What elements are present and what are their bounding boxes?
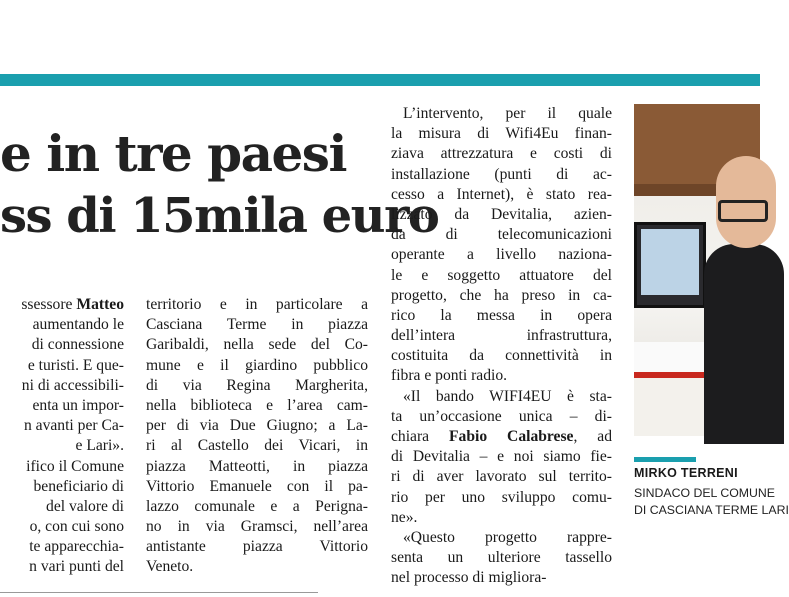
photo-person-body	[704, 244, 784, 444]
caption-name: MIRKO TERRENI	[634, 466, 738, 480]
headline-line-2: ss di 15mila euro	[0, 188, 439, 244]
col2-line: ri al Castello dei Vicari, in	[146, 437, 368, 455]
col1-line: ifico il Comune	[26, 457, 124, 475]
article-column-2	[146, 295, 368, 578]
col2-line: Veneto.	[146, 558, 194, 576]
col3-line: ziava attrezzatura e costi di	[391, 145, 612, 163]
col2-line: piazza Matteotti, in piazza	[146, 457, 368, 475]
col3-line: di Devitalia – e noi siamo fie-	[391, 448, 612, 466]
col1-line: di connessione	[31, 336, 124, 354]
col2-line: di via Regina Margherita,	[146, 376, 368, 394]
col1-line: n vari punti del	[29, 558, 124, 576]
col1-line: ni di accessibili-	[21, 376, 124, 394]
col2-line: no in via Gramsci, nell’area	[146, 518, 368, 536]
article-column-1	[0, 295, 124, 578]
col3-line: chiara Fabio Calabrese, ad	[391, 428, 613, 445]
col3-line: fibra e ponti radio.	[391, 367, 508, 385]
col3-line: ne».	[391, 508, 418, 526]
col1-line: e Lari».	[75, 437, 124, 455]
col3-line: la misura di Wifi4Eu finan-	[391, 125, 612, 143]
col3-line: senta un ulteriore tassello	[391, 549, 612, 567]
col2-line: nella biblioteca e l’area cam-	[146, 396, 368, 414]
caption-role-line-2: DI CASCIANA TERME LARI	[634, 503, 789, 517]
col1-line: e turisti. E que-	[27, 356, 124, 374]
col1-line: del valore di	[46, 497, 124, 515]
col1-line: n avanti per Ca-	[23, 417, 124, 435]
headline-line-1: e in tre paesi	[0, 124, 346, 183]
col2-line: territorio e in particolare a	[146, 296, 368, 313]
col1-line: ssessore Matteo	[21, 296, 124, 313]
article-column-3	[391, 104, 612, 589]
col2-line: per di via Due Giugno; a La-	[146, 417, 368, 435]
section-top-bar	[0, 74, 760, 86]
col3-line: cesso a Internet), è stato rea-	[391, 185, 612, 203]
col1-line: te apparecchia-	[29, 538, 124, 556]
col3-line: ri di aver lavorato sul territo-	[391, 468, 612, 486]
col3-line: rio per uno sviluppo comu-	[391, 488, 612, 506]
col3-line: rico la messa in opera	[391, 306, 612, 324]
col3-line: nel processo di migliora-	[391, 569, 547, 587]
col3-line: operante a livello naziona-	[391, 246, 612, 264]
col3-line: le e soggetto attuatore del	[391, 266, 612, 284]
col3-line: costituita da connettività in	[391, 347, 612, 365]
photo-monitor	[634, 222, 706, 308]
col3-line: installazione (punti di ac-	[391, 165, 612, 183]
caption-accent-bar	[634, 457, 696, 462]
col2-line: Vittorio Emanuele con il pa-	[146, 477, 368, 495]
col3-line: lizzato da Devitalia, azien-	[391, 205, 612, 223]
column-rule	[0, 592, 318, 593]
col1-line: beneficiario di	[33, 477, 124, 495]
col3-line: «Il bando WIFI4EU è sta-	[403, 387, 612, 405]
col3-line: «Questo progetto rappre-	[403, 528, 612, 546]
mayor-photo	[634, 104, 760, 436]
caption-role-line-1: SINDACO DEL COMUNE	[634, 486, 775, 500]
col3-line: ta un’occasione unica – di-	[391, 407, 612, 425]
col1-line: o, con cui sono	[29, 518, 124, 536]
col3-line: da di telecomunicazioni	[391, 226, 612, 244]
col1-line: aumentando le	[32, 316, 124, 334]
col2-line: Casciana Terme in piazza	[146, 316, 368, 334]
col3-line: dell’intera infrastruttura,	[391, 327, 612, 345]
col2-line: Garibaldi, nella sede del Co-	[146, 336, 368, 354]
caption-role	[634, 485, 789, 519]
col1-line: enta un impor-	[32, 396, 124, 414]
col3-line: progetto, che ha preso in ca-	[391, 286, 612, 304]
photo-glasses	[718, 200, 768, 222]
col3-line: L’intervento, per il quale	[403, 105, 612, 122]
col2-line: lazzo comunale e a Perigna-	[146, 497, 368, 515]
col2-line: mune e il giardino pubblico	[146, 356, 368, 374]
col2-line: antistante piazza Vittorio	[146, 538, 368, 556]
